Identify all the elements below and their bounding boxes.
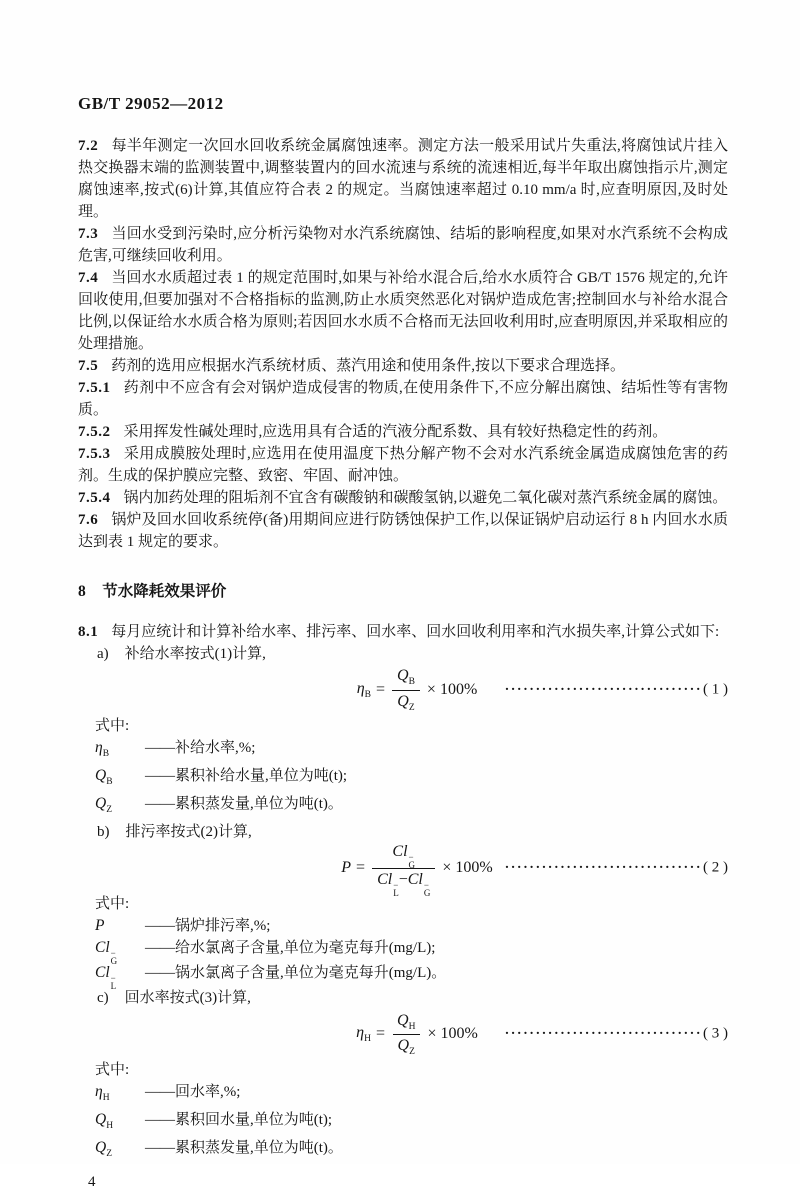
definition-text: ——锅炉排污率,%; [145, 918, 271, 935]
equation-3 [356, 1012, 478, 1057]
fraction-denominator: Cl − L −Cl − G [372, 868, 435, 894]
symbol: Cl − G [95, 939, 118, 967]
where-label: 式中: [95, 1062, 130, 1079]
clause-number: 7.5.1 [78, 380, 111, 396]
symbol-definition [78, 1081, 728, 1109]
clause-text: 锅内加药处理的阻垢剂不宜含有碳酸钠和碳酸氢钠,以避免二氧化碳对蒸汽系统金属的腐蚀。 [123, 490, 728, 506]
symbol-definition [78, 1137, 728, 1165]
clause-8-1 [78, 621, 728, 643]
symbol-definition [78, 793, 728, 821]
formula-tag: ( 1 ) [703, 681, 728, 698]
fraction [372, 842, 435, 898]
clause-number: 7.6 [78, 512, 99, 528]
symbol: P [95, 917, 105, 935]
clause-7-5-4 [78, 487, 728, 509]
fraction-denominator: $Q_Z$ [392, 690, 419, 713]
clause-number: 7.2 [78, 138, 99, 154]
formula-tag: ( 2 ) [703, 859, 728, 876]
equals-sign: = [356, 859, 366, 877]
symbol: $Q_Z$ [95, 1139, 113, 1160]
definition-text: ——累积蒸发量,单位为吨(t)。 [145, 1140, 343, 1157]
formula-3 [78, 1011, 728, 1057]
dots-leader: ································ ( 3 ) [504, 1025, 728, 1042]
multiplier: × 100% [426, 681, 478, 698]
clause-text: 每半年测定一次回水回收系统金属腐蚀速率。测定方法一般采用试片失重法,将腐蚀试片挂入热交换器末端的监测装置中,调整装置内的回水流速与系统的流速相近,每半年取出腐蚀指示片,测定腐蚀速率,按式(6)计算,其值应符合表 2 的规定。当腐蚀速率超过 0.10 mm/a 时,应查明原因,及时处理。 [78, 138, 728, 220]
clause-text: 每月应统计和计算补给水率、排污率、回水率、回水回收利用率和汽水损失率,计算公式如下: [111, 624, 720, 640]
list-item-c [78, 987, 728, 1009]
clause-number: 7.5.3 [78, 446, 111, 462]
clause-text: 药剂中不应含有会对锅炉造成侵害的物质,在使用条件下,不应分解出腐蚀、结垢性等有害物质。 [78, 380, 728, 418]
multiplier: × 100% [427, 1025, 478, 1043]
fraction-numerator: Cl − G [392, 842, 416, 870]
symbol: $Q_Z$ [95, 795, 113, 816]
multiplier: × 100% [442, 859, 493, 877]
item-text: 回水率按式(3)计算, [124, 990, 251, 1007]
formula-lhs: $\eta_B$ [356, 679, 371, 701]
page-number: 4 [88, 1173, 96, 1190]
formula-lhs: P [341, 859, 352, 877]
symbol: $\eta_H$ [95, 1083, 110, 1104]
clause-text: 采用挥发性碱处理时,应选用具有合适的汽液分配系数、具有较好热稳定性的药剂。 [123, 424, 668, 440]
equation-1 [357, 667, 478, 712]
list-item-b [78, 821, 728, 843]
symbol-definition [78, 1109, 728, 1137]
clause-7-5-2 [78, 421, 728, 443]
definition-text: ——累积回水量,单位为吨(t); [145, 1112, 333, 1129]
formula-tag: ( 3 ) [703, 1025, 728, 1042]
dots-leader: ································ ( 2 ) [504, 859, 728, 876]
clause-number: 7.5.4 [78, 490, 111, 506]
section-title: 节水降耗效果评价 [102, 583, 227, 600]
symbol: Cl − L [95, 964, 117, 992]
equals-sign: = [375, 681, 386, 698]
definition-text: ——补给水率,%; [145, 740, 256, 756]
equals-sign: = [375, 1025, 386, 1043]
dots-leader: ································ ( 1 ) [504, 681, 728, 698]
formula-lhs: $\eta_H$ [356, 1024, 371, 1045]
formula-2 [78, 842, 728, 898]
fraction-numerator: $Q_H$ [397, 1011, 416, 1032]
clause-number: 8.1 [78, 624, 99, 640]
definition-text: ——锅水氯离子含量,单位为毫克每升(mg/L)。 [145, 965, 447, 982]
equation-2 [341, 842, 493, 898]
clause-7-3 [78, 223, 728, 267]
clause-number: 7.5.2 [78, 424, 111, 440]
fraction [392, 667, 420, 712]
where-label: 式中: [95, 896, 130, 913]
symbol-definition [78, 937, 728, 967]
section-number: 8 [78, 583, 87, 600]
formula-1 [78, 667, 728, 713]
item-text: 排污率按式(2)计算, [125, 824, 252, 841]
item-text: 补给水率按式(1)计算, [124, 646, 266, 662]
symbol: $Q_H$ [95, 1111, 114, 1132]
definition-text: ——累积蒸发量,单位为吨(t)。 [145, 796, 343, 813]
symbol-definition [78, 915, 728, 937]
clause-text: 锅炉及回水回收系统停(备)用期间应进行防锈蚀保护工作,以保证锅炉启动运行 8 h 内回水水质达到表 1 规定的要求。 [78, 512, 728, 550]
clause-text: 采用成膜胺处理时,应选用在使用温度下热分解产物不会对水汽系统金属造成腐蚀危害的药剂。生成的保护膜应完整、致密、牢固、耐冲蚀。 [78, 446, 728, 484]
symbol: $Q_B$ [95, 767, 113, 788]
clause-7-4 [78, 267, 728, 355]
standard-number: GB/T 29052—2012 [78, 94, 224, 113]
clause-text: 当回水受到污染时,应分析污染物对水汽系统腐蚀、结垢的影响程度,如果对水汽系统不会构成危害,可继续回收利用。 [78, 226, 728, 264]
section-8-heading [78, 579, 728, 601]
clause-7-5 [78, 355, 728, 377]
clause-7-2 [78, 135, 728, 223]
item-label: a) [97, 646, 109, 662]
symbol-definition [78, 765, 728, 793]
clause-number: 7.3 [78, 226, 99, 242]
clause-number: 7.4 [78, 270, 99, 286]
clause-7-5-3 [78, 443, 728, 487]
clause-text: 药剂的选用应根据水汽系统材质、蒸汽用途和使用条件,按以下要求合理选择。 [111, 358, 626, 374]
fraction-denominator: $Q_Z$ [393, 1034, 420, 1057]
item-label: c) [97, 990, 109, 1007]
clause-number: 7.5 [78, 358, 99, 374]
list-item-a [78, 643, 728, 665]
definition-text: ——累积补给水量,单位为吨(t); [145, 768, 348, 785]
symbol-definition [78, 737, 728, 765]
symbol-definition [78, 962, 728, 992]
clause-7-5-1 [78, 377, 728, 421]
fraction [392, 1012, 420, 1057]
symbol: $\eta_B$ [95, 739, 110, 760]
item-label: b) [97, 824, 110, 841]
clause-text: 当回水水质超过表 1 的规定范围时,如果与补给水混合后,给水水质符合 GB/T 1576 规定的,允许回收使用,但要加强对不合格指标的监测,防止水质突然恶化对锅炉造成危害;控制回水与补给水混合比例,以保证给水水质合格为原则;若因回水水质不合格而无法回收利用时,应查明原因,并采取相应的处理措施。 [78, 270, 728, 352]
definition-text: ——回水率,%; [145, 1084, 241, 1101]
clause-7-6 [78, 509, 728, 553]
where-label: 式中: [95, 718, 130, 734]
definition-text: ——给水氯离子含量,单位为毫克每升(mg/L); [145, 940, 436, 957]
fraction-numerator: $Q_B$ [397, 667, 415, 688]
